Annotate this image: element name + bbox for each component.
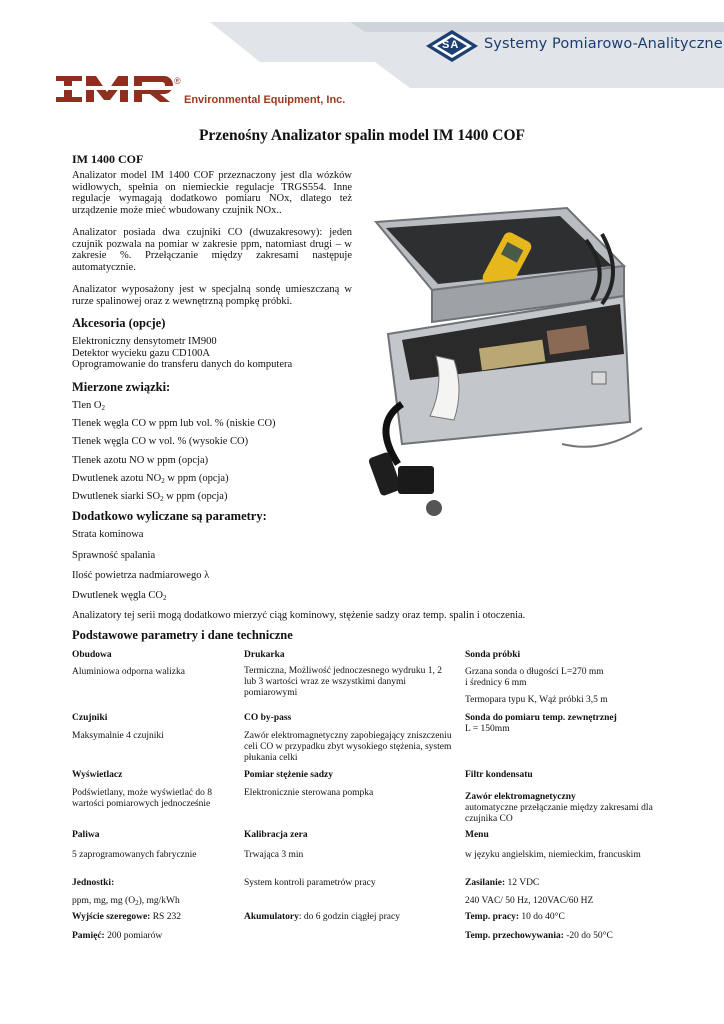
- company-logo-letters: SA: [442, 39, 460, 51]
- spec-value: Pamięć: 200 pomiarów: [72, 931, 163, 941]
- spec-value: Akumulatory: do 6 godzin ciągłej pracy: [244, 912, 400, 922]
- spec-value: Zawór elektromagnetyczny zapobiegający zniszczeniu celi CO w przypadku zbyt wysokiego stężenia, system płukania celki: [244, 731, 452, 763]
- spec-label: Menu: [465, 830, 489, 840]
- spec-label: Zawór elektromagnetyczny: [465, 792, 576, 802]
- measured-item: Tlenek węgla CO w vol. % (wysokie CO): [72, 436, 249, 447]
- spec-value: i średnicy 6 mm: [465, 678, 527, 688]
- list-item: Detektor wycieku gazu CD100A: [72, 347, 210, 359]
- spec-label: Kalibracja zera: [244, 830, 308, 840]
- spec-label: CO by-pass: [244, 713, 292, 723]
- company-name: Systemy Pomiarowo-Analityczne: [484, 36, 723, 52]
- spec-value: Zasilanie: 12 VDC: [465, 878, 540, 888]
- imr-subtitle: Environmental Equipment, Inc.: [184, 94, 346, 106]
- model-paragraph-3: Analizator wyposażony jest w specjalną sondę umieszczaną w rurze spalinowej oraz z wewnętrzną pompkę próbki.: [72, 284, 352, 307]
- spec-label: Jednostki:: [72, 878, 115, 888]
- calculated-item: Ilość powietrza nadmiarowego λ: [72, 570, 210, 581]
- extra-note: Analizatory tej serii mogą dodatkowo mierzyć ciąg kominowy, stężenie sadzy oraz temp. spalin i otoczenia.: [72, 610, 526, 621]
- spec-value: Termiczna, Możliwość jednoczesnego wydruku 1, 2 lub 3 wartości wraz ze wszystkimi danymi pomiarowymi: [244, 666, 442, 698]
- spec-value: Maksymalnie 4 czujniki: [72, 731, 164, 741]
- spec-value: Podświetlany, może wyświetlać do 8 wartości pomiarowych jednocześnie: [72, 788, 213, 809]
- spec-label: Drukarka: [244, 650, 285, 660]
- spec-value: w języku angielskim, niemieckim, francuskim: [465, 850, 641, 860]
- accessories-heading: Akcesoria (opcje): [72, 316, 166, 330]
- specs-heading: Podstawowe parametry i dane techniczne: [72, 628, 293, 642]
- model-paragraph-2: Analizator posiada dwa czujniki CO (dwuzakresowy): jeden czujnik pozwala na pomiar w zakresie ppm, natomiast drugi – w zakresie %. Przełączanie między zakresami następuje automatycznie.: [72, 227, 352, 273]
- spec-value: Aluminiowa odporna walizka: [72, 667, 185, 677]
- spec-label: Czujniki: [72, 713, 108, 723]
- model-heading: IM 1400 COF: [72, 152, 144, 166]
- spec-value: L = 150mm: [465, 724, 510, 734]
- measured-heading: Mierzone związki:: [72, 380, 171, 394]
- accessories-list: [72, 336, 292, 371]
- spec-label: Sonda do pomiaru temp. zewnętrznej: [465, 713, 617, 723]
- spec-value: Temp. pracy: 10 do 40°C: [465, 912, 565, 922]
- spec-value: ppm, mg, mg $(O_2)$, mg/kWh: [72, 896, 180, 907]
- spec-value: System kontroli parametrów pracy: [244, 878, 376, 888]
- measured-item: Dwutlenek siarki $SO_2$ w ppm (opcja): [72, 491, 228, 503]
- list-item: Oprogramowanie do transferu danych do komputera: [72, 359, 293, 370]
- spec-label: Paliwa: [72, 830, 100, 840]
- spec-value: Trwająca 3 min: [244, 850, 304, 860]
- analyzer-case-image: [362, 204, 652, 520]
- spec-value: 5 zaprogramowanych fabrycznie: [72, 850, 197, 860]
- spec-value: Elektronicznie sterowana pompka: [244, 788, 374, 798]
- spec-value: 240 VAC/ 50 Hz, 120VAC/60 HZ: [465, 896, 594, 906]
- calculated-item: Sprawność spalania: [72, 550, 156, 561]
- spec-label: Sonda próbki: [465, 650, 521, 660]
- calculated-item: Dwutlenek węgla $CO_2$: [72, 590, 167, 602]
- registered-mark: ®: [174, 76, 181, 86]
- page-title: Przenośny Analizator spalin model IM 1400 COF: [198, 127, 526, 144]
- spec-value: automatyczne przełączanie między zakresami dla czujnika CO: [465, 803, 653, 824]
- spec-label: Wyświetlacz: [72, 770, 123, 780]
- calculated-item: Strata kominowa: [72, 529, 144, 540]
- measured-item: Tlenek azotu NO w ppm (opcja): [72, 455, 209, 466]
- imr-logo: [54, 72, 179, 106]
- spec-value: Grzana sonda o długości L=270 mm: [465, 667, 604, 677]
- spec-label: Filtr kondensatu: [465, 770, 533, 780]
- measured-item: Tlen $O_2$: [72, 400, 105, 412]
- model-paragraph-1: Analizator model IM 1400 COF przeznaczony jest dla wózków widłowych, spełnia on niemieckie regulacje TRGS554. Inne regulacje wymagają dodatkowo pomiaru NOx, dlatego też urządzenie może mieć wbudowany czujnik NOx..: [72, 170, 352, 216]
- list-item: Elektroniczny densytometr IM900: [72, 336, 217, 347]
- spec-label: Obudowa: [72, 650, 112, 660]
- spec-label: Pomiar stężenie sadzy: [244, 770, 333, 780]
- spec-value: Termopara typu K, Wąż próbki 3,5 m: [465, 695, 608, 705]
- measured-item: Tlenek węgla CO w ppm lub vol. % (niskie CO): [72, 418, 276, 429]
- calculated-heading: Dodatkowo wyliczane są parametry:: [72, 509, 267, 523]
- spec-value: Wyjście szeregowe: RS 232: [72, 912, 181, 922]
- measured-item: Dwutlenek azotu $NO_2$ w ppm (opcja): [72, 473, 229, 485]
- spec-value: Temp. przechowywania: -20 do 50°C: [465, 931, 613, 941]
